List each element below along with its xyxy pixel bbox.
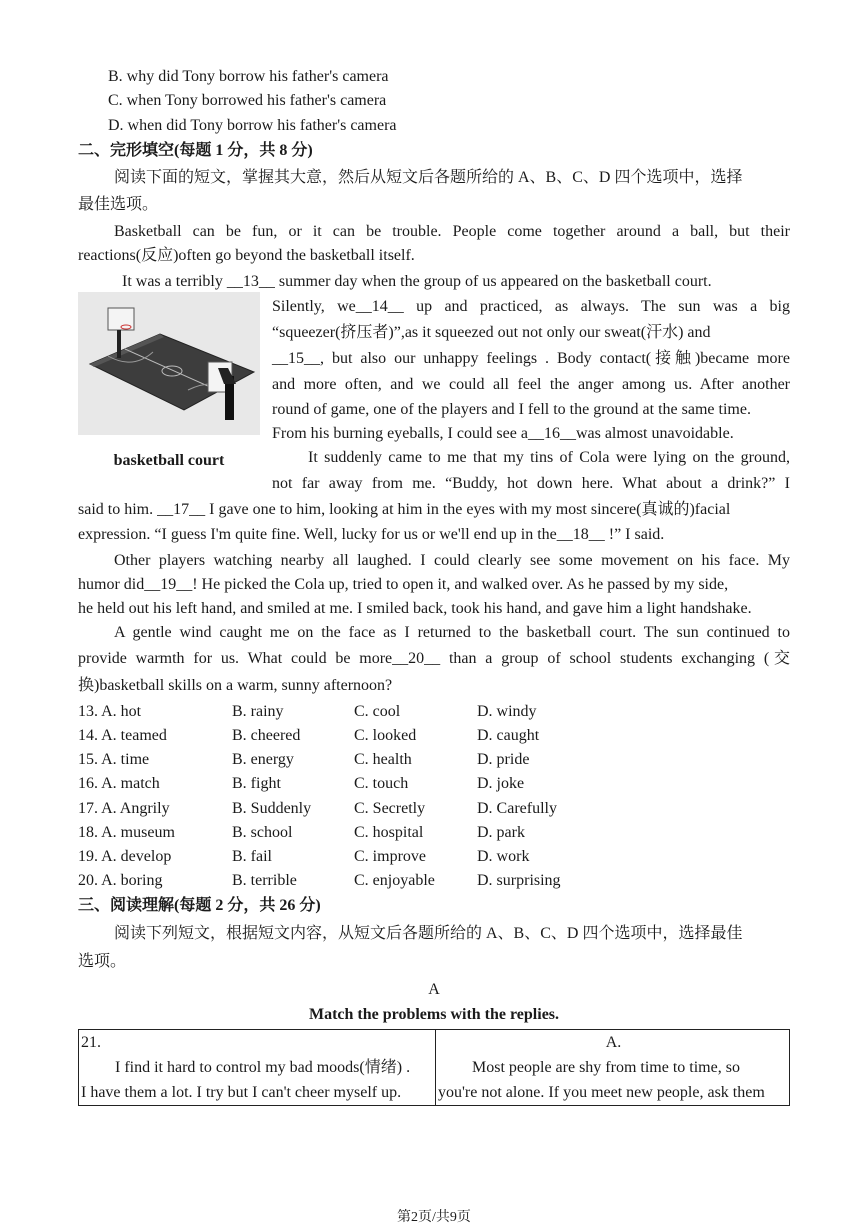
passage-line: 换)basketball skills on a warm, sunny afternoon?: [78, 677, 393, 694]
match-table: [78, 1029, 790, 1106]
q14-option-a: 14. A. teamed: [78, 727, 167, 744]
passage-line: said to him. __17__ I gave one to him, looking at him in the eyes with my most sincere(真诚的)facial: [78, 501, 731, 518]
passage-line: It suddenly came to me that my tins of Cola were lying on the ground,: [308, 449, 790, 466]
q19-option-d: D. work: [477, 848, 530, 865]
q17-option-a: 17. A. Angrily: [78, 800, 170, 817]
option-c: C. when Tony borrowed his father's camera: [108, 92, 387, 109]
section2-instruction: 阅读下面的短文，掌握其大意，然后从短文后各题所给的 A、B、C、D 四个选项中，选择: [114, 169, 743, 186]
reply-label: A.: [605, 1034, 622, 1051]
q19-option-a: 19. A. develop: [78, 848, 172, 865]
passage-line: provide warmth for us. What could be more__20__ than a group of school students exchanging (交: [78, 650, 790, 667]
reply-cell: [436, 1030, 790, 1106]
passage-line: reactions(反应)often go beyond the basketball itself.: [78, 247, 415, 264]
problem-text: I have them a lot. I try but I can't cheer myself up.: [81, 1084, 402, 1101]
q17-option-d: D. Carefully: [477, 800, 557, 817]
q16-option-d: D. joke: [477, 775, 525, 792]
q19-option-b: B. fail: [232, 848, 272, 865]
q17-option-c: C. Secretly: [354, 800, 426, 817]
option-b: B. why did Tony borrow his father's camera: [108, 68, 389, 85]
passage-line: and more often, and we could all feel the anger among us. After another: [272, 376, 790, 393]
passage-line: he held out his left hand, and smiled at me. I smiled back, took his hand, and gave him a light handshake.: [78, 600, 752, 617]
q13-option-c: C. cool: [354, 703, 401, 720]
q20-option-a: 20. A. boring: [78, 872, 163, 889]
part-label: A: [428, 981, 440, 998]
passage-line: humor did__19__! He picked the Cola up, tried to open it, and walked over. As he passed by my side,: [78, 576, 729, 593]
passage-line: not far away from me. “Buddy, hot down here. What about a drink?” I: [272, 475, 790, 492]
q13-option-d: D. windy: [477, 703, 537, 720]
q13-option-b: B. rainy: [232, 703, 284, 720]
q20-option-d: D. surprising: [477, 872, 561, 889]
basketball-court-image: [78, 292, 260, 435]
section2-heading: 二、完形填空(每题 1 分，共 8 分): [78, 142, 313, 159]
passage-line: round of game, one of the players and I fell to the ground at the same time.: [272, 401, 751, 418]
q20-option-c: C. enjoyable: [354, 872, 435, 889]
q16-option-c: C. touch: [354, 775, 409, 792]
section3-instruction-cont: 选项。: [78, 953, 127, 970]
q15-option-b: B. energy: [232, 751, 294, 768]
q18-option-d: D. park: [477, 824, 525, 841]
problem-number: 21.: [81, 1034, 101, 1051]
passage-line: A gentle wind caught me on the face as I returned to the basketball court. The sun continued to: [114, 624, 790, 641]
reply-text: you're not alone. If you meet new people, ask them: [438, 1084, 765, 1101]
q16-option-b: B. fight: [232, 775, 281, 792]
section3-instruction: 阅读下列短文，根据短文内容，从短文后各题所给的 A、B、C、D 四个选项中，选择最佳: [114, 925, 743, 942]
q17-option-b: B. Suddenly: [232, 800, 312, 817]
q18-option-a: 18. A. museum: [78, 824, 175, 841]
figure-caption: basketball court: [113, 452, 225, 469]
problem-cell: [79, 1030, 436, 1106]
passage-line: It was a terribly __13__ summer day when the group of us appeared on the basketball court.: [122, 273, 712, 290]
q14-option-c: C. looked: [354, 727, 417, 744]
passage-line: expression. “I guess I'm quite fine. Well, lucky for us or we'll end up in the__18__ !” I said.: [78, 526, 665, 543]
option-d: D. when did Tony borrow his father's camera: [108, 117, 397, 134]
passage-line: __15__, but also our unhappy feelings . Body contact(接触)became more: [272, 350, 790, 367]
page-number: 第2页/共9页: [397, 1210, 471, 1225]
q15-option-d: D. pride: [477, 751, 530, 768]
reply-text: Most people are shy from time to time, so: [472, 1059, 740, 1076]
problem-text: I find it hard to control my bad moods(情绪) .: [115, 1059, 411, 1076]
q18-option-b: B. school: [232, 824, 293, 841]
q14-option-b: B. cheered: [232, 727, 301, 744]
q14-option-d: D. caught: [477, 727, 540, 744]
part-title: Match the problems with the replies.: [308, 1006, 560, 1023]
passage-line: Other players watching nearby all laughed. I could clearly see some movement on his face. My: [114, 552, 790, 569]
q20-option-b: B. terrible: [232, 872, 297, 889]
q13-option-a: 13. A. hot: [78, 703, 142, 720]
passage-line: “squeezer(挤压者)”,as it squeezed out not only our sweat(汗水) and: [272, 324, 711, 341]
q19-option-c: C. improve: [354, 848, 426, 865]
section2-instruction-cont: 最佳选项。: [78, 196, 159, 213]
q16-option-a: 16. A. match: [78, 775, 160, 792]
q15-option-c: C. health: [354, 751, 412, 768]
q18-option-c: C. hospital: [354, 824, 424, 841]
passage-line: From his burning eyeballs, I could see a__16__was almost unavoidable.: [272, 425, 734, 442]
passage-line: Silently, we__14__ up and practiced, as always. The sun was a big: [272, 298, 790, 315]
q15-option-a: 15. A. time: [78, 751, 150, 768]
passage-line: Basketball can be fun, or it can be trouble. People come together around a ball, but their: [114, 223, 790, 240]
section3-heading: 三、阅读理解(每题 2 分，共 26 分): [78, 897, 321, 914]
